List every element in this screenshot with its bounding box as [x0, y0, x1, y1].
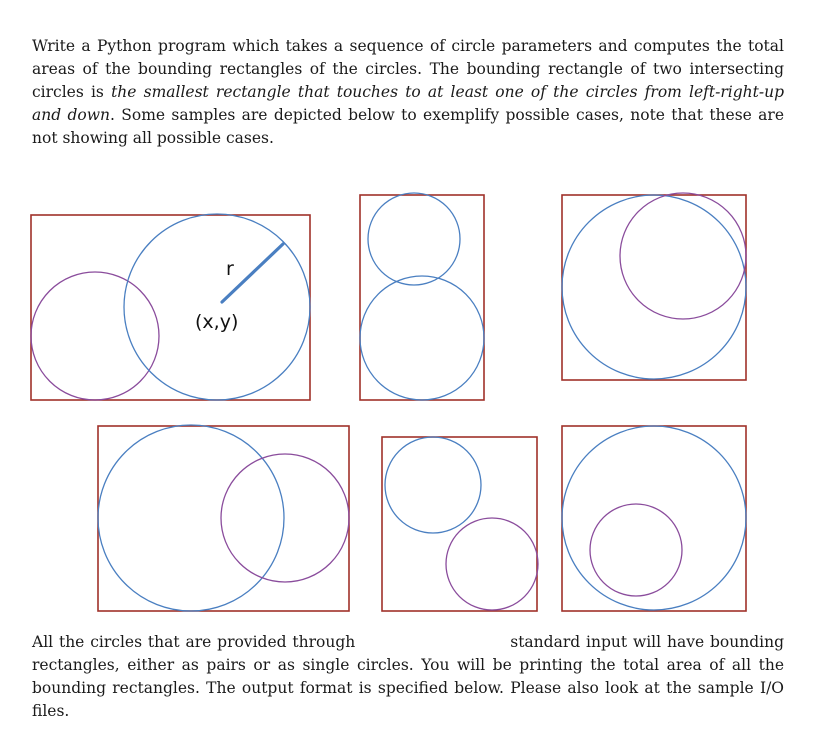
sample-2	[360, 193, 484, 400]
outro-text-1: All the circles that are provided through	[32, 633, 356, 651]
sample-1	[31, 214, 310, 400]
circle-4a	[98, 425, 284, 611]
sample-4	[98, 425, 349, 611]
bounding-rect-2	[360, 195, 484, 400]
circle-2a	[368, 193, 460, 285]
radius-label: r	[226, 258, 234, 280]
circle-3a	[562, 195, 746, 379]
circle-6b	[590, 504, 682, 596]
sample-6	[562, 426, 746, 611]
circle-5b	[446, 518, 538, 610]
sample-5	[382, 437, 538, 611]
circle-3b	[620, 193, 746, 319]
circle-5a	[385, 437, 481, 533]
center-label: (x,y)	[195, 311, 239, 333]
circle-6a	[562, 426, 746, 610]
outro-paragraph	[32, 631, 784, 723]
circle-4b	[221, 454, 349, 582]
sample-3	[562, 193, 746, 380]
intro-text-2: . Some samples are depicted below to exemplify possible cases, note that these are not showing all possible cases.	[32, 106, 785, 147]
circle-2b	[360, 276, 484, 400]
intro-emphasis: the smallest rectangle that touches to at least one of the circles from left-right-up and down	[32, 83, 784, 124]
bounding-rect-1	[31, 215, 310, 400]
bounding-rect-4	[98, 426, 349, 611]
intro-text-1: Write a Python program which takes a sequence of circle parameters and computes the total areas of the bounding rectangles of the circles. The bounding rectangle of two intersecting circles is	[32, 37, 784, 101]
bounding-rectangles-figure	[0, 180, 813, 620]
circle-1a	[31, 272, 159, 400]
outro-text-2: standard input will have bounding rectangles, either as pairs or as single circles. You will be printing the total area of all the bounding rectangles. The output format is specified below. Please also look at the sample I/O files.	[32, 633, 784, 720]
intro-paragraph	[32, 35, 784, 150]
